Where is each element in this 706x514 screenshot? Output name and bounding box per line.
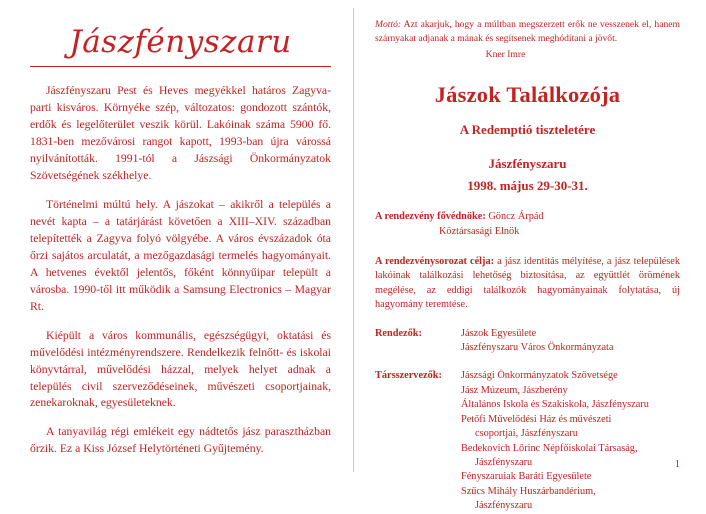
event-date: 1998. május 29-30-31. — [467, 178, 588, 194]
list-item: Jászfényszaru — [475, 500, 533, 512]
list-item: Petőfi Művelődési Ház és művészeti — [461, 413, 612, 425]
organizers-block — [375, 327, 680, 356]
coorganizers-list — [461, 369, 680, 513]
list-item: csoportjai, Jászfényszaru — [475, 428, 578, 440]
list-item: Szűcs Mihály Huszárbandérium, — [461, 485, 596, 497]
motto — [375, 18, 680, 45]
left-paragraph-2: Történelmi múltú hely. A jászokat – akikről a település a nevét kapta – a tatárjárást követően a XIII–XIV. században telepítették a Zagyva folyó völgyébe. A város évszázadok óta őrzi sajátos arculatát, a mezőgazdasági termelés hagyományait. A hetvenes évektől jelentős, főként könnyűipar települt a városba. 1990-től itt működik a Samsung Electronics – Magyar Rt. — [30, 197, 331, 313]
title-divider — [30, 66, 331, 67]
coorganizers-block — [375, 369, 680, 513]
event-title: Jászok Találkozója — [434, 82, 621, 108]
left-paragraph-4: A tanyavilág régi emlékeit egy nádtetős jász parasztházban őrzik. Ez a Kiss József Helytörténeti Gyűjtemény. — [30, 425, 331, 456]
organizers-list — [461, 327, 680, 356]
event-subtitle: A Redemptió tiszteletére — [459, 122, 596, 138]
list-item: Jászfényszaru Város Önkormányzata — [461, 342, 614, 354]
patron-name: Göncz Árpád — [488, 211, 544, 223]
purpose-block — [375, 255, 680, 313]
list-item: Általános Iskola és Szakiskola, Jászfényszaru — [461, 399, 649, 411]
motto-author: Kner Imre — [485, 49, 526, 61]
left-paragraph-1: Jászfényszaru Pest és Heves megyékkel határos Zagyva-parti kisváros. Környéke szép, változatos: gondozott szántók, erdők és legelőterület veszik körül. Lakóinak száma 5900 fő. 1831-ben mezővárosi rangot kapott, 1993-ban újra várossá nyilvánították. 1991-tól a Jászsági Önkormányzatok Szövetségének székhelye. — [30, 84, 331, 182]
motto-label: Mottó: — [375, 19, 402, 30]
page-number: 1 — [674, 459, 680, 470]
patron-block — [375, 210, 680, 239]
list-item: Jászfényszaru — [475, 456, 533, 468]
organizers-label: Rendezők: — [375, 327, 422, 339]
event-place: Jászfényszaru — [488, 156, 567, 172]
right-column — [353, 0, 706, 512]
patron-label: A rendezvény fővédnöke: — [375, 211, 486, 223]
page-title: Jászfényszaru — [69, 24, 292, 60]
motto-text: Azt akarjuk, hogy a múltban megszerzett erők ne vesszenek el, hanem szárnyakat adjanak a mának és segítsenek meghódítani a jövőt. — [375, 19, 680, 44]
purpose-label: A rendezvénysorozat célja: — [375, 256, 495, 268]
coorganizers-label: Társszervezők: — [375, 370, 442, 382]
patron-role: Köztársasági Elnök — [439, 225, 520, 237]
list-item: Jászsági Önkormányzatok Szövetsége — [461, 370, 618, 382]
list-item: Fényszaruiak Baráti Egyesülete — [461, 471, 592, 483]
list-item: Jászok Egyesülete — [461, 327, 537, 339]
left-column — [0, 0, 353, 480]
left-paragraph-3: Kiépült a város kommunális, egészségügyi, oktatási és művelődési intézményrendszere. Rendelkezik felnőtt- és iskolai könyvtárral, művelődési házzal, melyek helyet adnak a település civil szerveződéseinek, művészeti csoportjainak, zenekaroknak, egyesületeknek. — [30, 328, 331, 410]
purpose-text: a jász identitás mélyítése, a jász települések lakóinak találkozási lehetőség biztosítása, az együttlét örömének megélése, az eddigi találkozók hagyományainak folytatása, új hagyomány teremtése. — [375, 256, 680, 311]
list-item: Jász Múzeum, Jászberény — [461, 384, 568, 396]
list-item: Bedekovich Lőrinc Népfőiskolai Társaság, — [461, 442, 638, 454]
